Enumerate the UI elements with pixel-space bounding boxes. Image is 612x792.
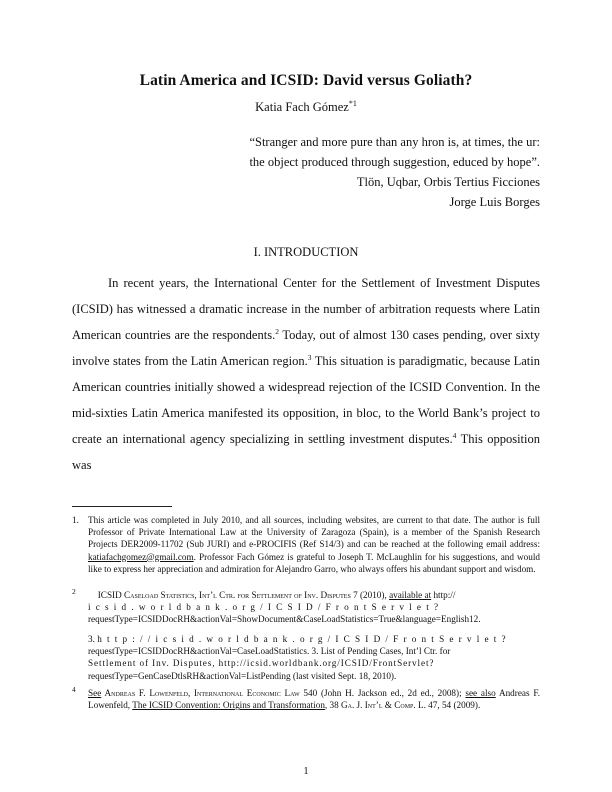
footnote-ref: 2 [275,326,279,336]
footnote-1 [72,514,540,575]
footnote-ref: 4 [452,430,457,440]
footnote-text: 540 (John H. Jackson ed., 2d ed., 2008); [299,688,466,698]
signal-see: See [88,688,102,698]
footnote-text: Andreas F. Lowenfeld, [88,688,540,711]
footnote-url[interactable]: icsid.worldbank.org/ICSID/FrontServlet? [88,602,444,613]
body-text-part: This situation is paradigmatic, because Latin American countries initially showed a widespread rejection of the ICSID Convention. In the mid-sixties Latin America manifested its opposition, in bloc, to the World Bank’s project to create an international agency specializing in settling investment disputes. [72,354,540,446]
author-footnote-mark: *1 [348,98,357,108]
paper-title: Latin America and ICSID: David versus Goliath? [139,72,473,89]
footnote-text: . Professor Fach Gómez is grateful to Joseph T. McLaughlin for his suggestions, and would like to express her appreciation and admiration for Alejandro Garro, who always offers his abundant support and wisdom. [88,551,540,574]
epigraph-line-2: the object produced through suggestion, educed by hope”. [249,155,540,169]
page-number: 1 [303,766,309,777]
footnote-text: http:// [431,590,456,600]
paragraph [72,270,540,478]
footnote-citation: , 38 Ga. J. Int’l & Comp. L. 47, 54 (2009). [324,700,481,711]
section-heading: I. INTRODUCTION [253,245,359,259]
body-text-part: In recent years, the International Center for the Settlement of Investment Disputes (ICSID) has witnessed a dramatic increase in the number of arbitration requests where Latin American countries are the respondents. [72,276,540,342]
footnote-text: requestType=GenCaseDtlsRH&actionVal=ListPending (last visited Sept. 18, 2010). [88,670,397,681]
epigraph-source: Tlön, Uqbar, Orbis Tertius Ficciones [356,175,540,189]
footnote-text: This article was completed in July 2010, and all sources, including websites, are current to that date. The author is full Professor of Private International Law at the University of Zaragoza (Spain), is a member of the Spanish Research Projects DER2009-11702 (Sub JURI) and e-PROCIFIS (Ref S14/3) and can be reached at the following email address: [88,515,540,550]
footnote-4: $^4$ See Andreas F. Lowenfeld, International Economic Law 540 (John H. Jackson ed., 2d ed., 2008); see also Andreas F. Lowenfeld, The ICSID Convention: Origins and Transformation, 38 Ga. J. Int’l & Comp. L. 47, 54 (2009). [72,684,540,711]
body-text-part: This opposition was [72,432,541,472]
footnote-text: Settlement of Inv. Disputes, http://icsid.worldbank.org/ICSID/FrontServlet? [88,658,435,669]
body-text-part: Today, out of almost 130 cases pending, over sixty involve states from the Latin American region. [72,328,541,368]
footnote-number: 2 [72,586,76,596]
epigraph [249,132,540,212]
article-title: The ICSID Convention: Origins and Transformation [132,700,325,711]
epigraph-attribution: Jorge Luis Borges [449,195,540,209]
footnote-text: requestType=ICSIDDocRH&actionVal=CaseLoadStatistics. 3. List of Pending Cases, Int’l Ctr. for [88,646,451,657]
footnote-url[interactable]: http://icsid.worldbank.org/ICSID/FrontServlet? [97,634,511,644]
body-text [72,270,540,478]
footnote-citation: ICSID Caseload Statistics, Int’l Ctr. for Settlement of Inv. Disputes [97,590,351,600]
email-link[interactable]: katiafachgomez@gmail.com [88,551,194,562]
footnote-text: 7 (2010), [350,590,390,600]
footnote-3 [72,633,540,682]
footnote-ref: 3 [307,352,312,362]
footnote-number: 3. [88,634,95,644]
footnote-text: requestType=ICSIDDocRH&actionVal=ShowDocument&CaseLoadStatistics=True&language=English12. [88,614,481,625]
author-name: Katia Fach Gómez [255,100,349,114]
epigraph-line-1: “Stranger and more pure than any hron is, at times, the ur: [249,135,540,149]
footnote-divider [72,506,172,507]
signal-see-also: see also [465,688,496,698]
author-line [0,100,612,115]
footnote-citation: Andreas F. Lowenfeld, International Economic Law [101,688,300,698]
available-at-link[interactable]: available at [389,590,432,600]
footnote-number: 1. [72,515,79,525]
footnote-2 [72,586,540,626]
